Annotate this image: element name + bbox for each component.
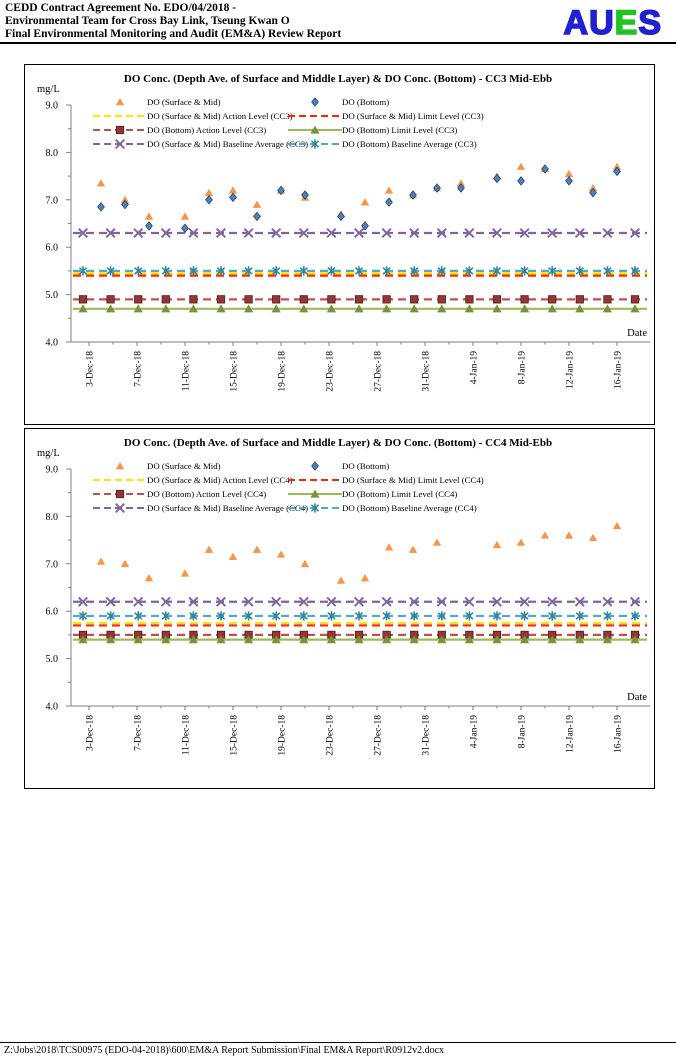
x-tick-label: 16-Jan-19 xyxy=(613,715,624,753)
y-tick-label: 8.0 xyxy=(45,511,58,523)
marker-square xyxy=(604,296,611,303)
y-tick-label: 5.0 xyxy=(45,654,58,666)
legend-entry xyxy=(93,489,266,499)
legend-label: DO (Surface & Mid) Action Level (CC3) xyxy=(147,111,293,121)
header-line1: CEDD Contract Agreement No. EDO/04/2018 - xyxy=(5,2,237,14)
x-tick-label: 12-Jan-19 xyxy=(565,351,576,389)
footer-file-path: Z:\Jobs\2018\TCS00975 (EDO-04-2018)\600\EM&A Report Submission\Final EM&A Report\R0912v2.docx xyxy=(4,1045,445,1056)
logo-part-blue1: AU xyxy=(563,4,615,42)
marker-diamond xyxy=(566,177,573,185)
legend-entry xyxy=(312,461,390,471)
legend-label: DO (Bottom) Action Level (CC3) xyxy=(147,125,267,135)
logo-part-green: E xyxy=(614,4,639,42)
legend-entry xyxy=(93,475,293,485)
marker-triangle xyxy=(517,163,525,170)
y-tick-label: 8.0 xyxy=(45,147,58,159)
marker-triangle xyxy=(121,560,129,567)
aues-logo xyxy=(564,6,662,40)
x-axis-label: Date xyxy=(627,328,647,339)
chart-cc4-mid-ebb xyxy=(24,428,655,789)
legend-label: DO (Surface & Mid) xyxy=(147,97,221,107)
marker-square xyxy=(438,296,445,303)
x-tick-label: 19-Dec-18 xyxy=(277,351,288,392)
marker-diamond xyxy=(206,196,213,204)
marker-diamond xyxy=(98,203,105,211)
marker-triangle xyxy=(565,531,573,538)
marker-triangle xyxy=(116,462,124,469)
legend-label: DO (Bottom) Limit Level (CC3) xyxy=(342,125,458,135)
y-tick-label: 7.0 xyxy=(45,559,58,571)
legend-label: DO (Bottom) Limit Level (CC4) xyxy=(342,489,458,499)
legend-label: DO (Surface & Mid) Limit Level (CC4) xyxy=(342,475,484,485)
footer-rule xyxy=(0,1042,676,1043)
x-axis-label: Date xyxy=(627,692,647,703)
marker-square xyxy=(107,296,114,303)
marker-square xyxy=(217,296,224,303)
marker-triangle xyxy=(145,574,153,581)
y-tick-label: 5.0 xyxy=(45,290,58,302)
marker-diamond xyxy=(182,224,189,232)
marker-diamond xyxy=(146,222,153,230)
marker-triangle xyxy=(517,538,525,545)
legend-entry xyxy=(116,97,221,107)
marker-triangle xyxy=(385,186,393,193)
chart-title: DO Conc. (Depth Ave. of Surface and Middle Layer) & DO Conc. (Bottom) - CC3 Mid-Ebb xyxy=(123,73,553,85)
marker-diamond xyxy=(494,174,501,182)
marker-triangle xyxy=(97,179,105,186)
x-tick-label: 15-Dec-18 xyxy=(229,351,240,392)
x-tick-label: 31-Dec-18 xyxy=(421,715,432,756)
y-axis-unit-label: mg/L xyxy=(37,84,60,95)
marker-triangle xyxy=(385,543,393,550)
marker-diamond xyxy=(312,98,319,106)
marker-triangle xyxy=(565,170,573,177)
marker-triangle xyxy=(301,560,309,567)
legend-label: DO (Surface & Mid) Baseline Average (CC4) xyxy=(147,503,309,513)
marker-diamond xyxy=(518,177,525,185)
marker-triangle xyxy=(613,522,621,529)
marker-square xyxy=(521,296,528,303)
marker-triangle xyxy=(229,553,237,560)
x-tick-label: 7-Dec-18 xyxy=(133,715,144,751)
x-tick-label: 12-Jan-19 xyxy=(565,715,576,753)
x-tick-label: 19-Dec-18 xyxy=(277,715,288,756)
legend-entry xyxy=(288,489,457,499)
header-line3: Final Environmental Monitoring and Audit (EM&A) Review Report xyxy=(5,28,342,41)
marker-diamond xyxy=(312,462,319,470)
chart-cc3-mid-ebb xyxy=(24,64,655,425)
marker-triangle xyxy=(116,98,124,105)
chart-cc3-svg xyxy=(25,65,652,422)
marker-square xyxy=(79,296,86,303)
marker-square xyxy=(576,296,583,303)
y-tick-label: 6.0 xyxy=(45,242,58,254)
x-tick-label: 7-Dec-18 xyxy=(133,351,144,387)
legend-entry xyxy=(312,97,390,107)
marker-triangle xyxy=(253,546,261,553)
x-tick-label: 23-Dec-18 xyxy=(325,351,336,392)
legend-entry xyxy=(288,503,477,513)
marker-square xyxy=(383,296,390,303)
x-tick-label: 23-Dec-18 xyxy=(325,715,336,756)
y-tick-label: 7.0 xyxy=(45,195,58,207)
marker-triangle xyxy=(145,212,153,219)
marker-square xyxy=(273,296,280,303)
marker-triangle xyxy=(229,186,237,193)
marker-square xyxy=(549,296,556,303)
marker-triangle xyxy=(277,550,285,557)
legend-entry xyxy=(288,125,457,135)
marker-triangle xyxy=(361,198,369,205)
x-tick-label: 4-Jan-19 xyxy=(469,715,480,749)
legend-label: DO (Bottom) Action Level (CC4) xyxy=(147,489,267,499)
marker-triangle xyxy=(97,557,105,564)
y-tick-label: 9.0 xyxy=(45,464,58,476)
legend-entry xyxy=(93,125,266,135)
marker-square xyxy=(162,296,169,303)
marker-square xyxy=(466,296,473,303)
marker-diamond xyxy=(386,198,393,206)
legend-entry xyxy=(288,139,477,149)
marker-square xyxy=(190,296,197,303)
chart-title: DO Conc. (Depth Ave. of Surface and Middle Layer) & DO Conc. (Bottom) - CC4 Mid-Ebb xyxy=(123,437,553,449)
x-tick-label: 31-Dec-18 xyxy=(421,351,432,392)
legend-entry xyxy=(116,461,221,471)
y-axis-unit-label: mg/L xyxy=(37,448,60,459)
marker-triangle xyxy=(181,212,189,219)
x-tick-label: 4-Jan-19 xyxy=(469,351,480,385)
marker-triangle xyxy=(337,576,345,583)
marker-square xyxy=(631,296,638,303)
marker-square xyxy=(135,296,142,303)
legend-entry xyxy=(288,111,484,121)
marker-square xyxy=(116,126,123,133)
x-tick-label: 3-Dec-18 xyxy=(85,351,96,387)
header-rule xyxy=(0,42,676,45)
x-tick-label: 27-Dec-18 xyxy=(373,351,384,392)
marker-triangle xyxy=(205,546,213,553)
y-tick-label: 6.0 xyxy=(45,606,58,618)
legend-entry xyxy=(93,111,293,121)
marker-square xyxy=(411,296,418,303)
logo-part-blue2: S xyxy=(638,4,662,42)
legend-label: DO (Bottom) Baseline Average (CC3) xyxy=(342,139,477,149)
legend-entry xyxy=(93,503,308,513)
x-tick-label: 8-Jan-19 xyxy=(517,351,528,385)
marker-triangle xyxy=(409,546,417,553)
report-header xyxy=(5,2,341,42)
legend-label: DO (Bottom) Baseline Average (CC4) xyxy=(342,503,477,513)
legend-entry xyxy=(288,475,484,485)
marker-square xyxy=(300,296,307,303)
marker-square xyxy=(493,296,500,303)
x-tick-label: 27-Dec-18 xyxy=(373,715,384,756)
y-tick-label: 4.0 xyxy=(45,701,58,713)
legend-label: DO (Surface & Mid) Baseline Average (CC3) xyxy=(147,139,309,149)
chart-cc4-svg xyxy=(25,429,652,786)
marker-diamond xyxy=(338,212,345,220)
marker-triangle xyxy=(433,538,441,545)
marker-triangle xyxy=(253,201,261,208)
marker-diamond xyxy=(230,193,237,201)
marker-triangle xyxy=(181,569,189,576)
y-tick-label: 4.0 xyxy=(45,337,58,349)
marker-triangle xyxy=(205,189,213,196)
legend-label: DO (Bottom) xyxy=(342,97,390,107)
x-tick-label: 8-Jan-19 xyxy=(517,715,528,749)
legend-label: DO (Bottom) xyxy=(342,461,390,471)
x-tick-label: 11-Dec-18 xyxy=(181,351,192,392)
marker-triangle xyxy=(541,531,549,538)
marker-triangle xyxy=(589,534,597,541)
legend-label: DO (Surface & Mid) Limit Level (CC3) xyxy=(342,111,484,121)
header-line2: Environmental Team for Cross Bay Link, Tseung Kwan O xyxy=(5,15,290,28)
y-tick-label: 9.0 xyxy=(45,100,58,112)
x-tick-label: 3-Dec-18 xyxy=(85,715,96,751)
x-tick-label: 15-Dec-18 xyxy=(229,715,240,756)
marker-square xyxy=(328,296,335,303)
x-tick-label: 11-Dec-18 xyxy=(181,715,192,756)
marker-triangle xyxy=(493,541,501,548)
marker-triangle xyxy=(361,574,369,581)
legend-label: DO (Surface & Mid) xyxy=(147,461,221,471)
legend-label: DO (Surface & Mid) Action Level (CC4) xyxy=(147,475,293,485)
marker-square xyxy=(245,296,252,303)
legend-entry xyxy=(93,139,308,149)
marker-diamond xyxy=(254,212,261,220)
marker-square xyxy=(355,296,362,303)
x-tick-label: 16-Jan-19 xyxy=(613,351,624,389)
marker-square xyxy=(116,490,123,497)
